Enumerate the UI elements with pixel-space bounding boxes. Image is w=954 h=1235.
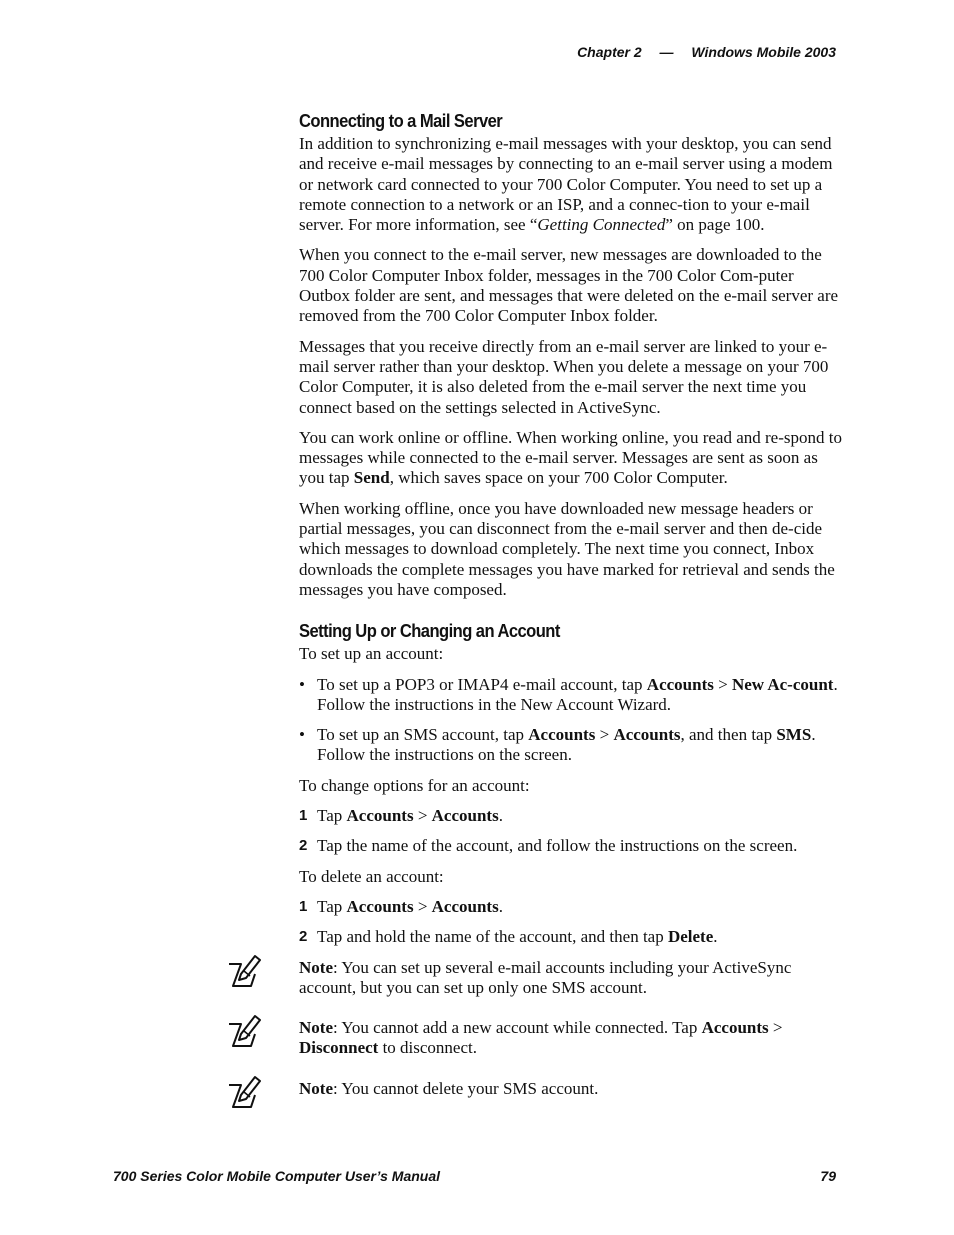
- page-footer: [113, 1168, 836, 1184]
- note-pencil-icon: [223, 950, 263, 990]
- text: , which saves space on your 700 Color Computer.: [389, 468, 728, 488]
- list-item: [299, 836, 844, 856]
- text: Tap: [317, 806, 347, 826]
- step-number: 1: [299, 897, 308, 915]
- running-header: [577, 44, 836, 60]
- text: : You can set up several e-mail accounts including your ActiveSync account, but you can set up only one SMS account.: [299, 957, 792, 997]
- text: >: [768, 1018, 783, 1038]
- text: To set up an SMS account, tap: [317, 725, 529, 745]
- note-text: [299, 958, 844, 999]
- text: Tap: [317, 896, 347, 916]
- ui-term: SMS: [776, 725, 812, 745]
- note-block: [299, 958, 844, 999]
- bullet-glyph: •: [299, 674, 305, 694]
- paragraph: [299, 134, 844, 235]
- list-item: [299, 675, 844, 716]
- ui-term: Accounts: [346, 896, 414, 916]
- text: >: [413, 806, 432, 826]
- note-label: Note: [299, 957, 333, 977]
- paragraph: Messages that you receive directly from an e-mail server are linked to your e-mail server rather than your desktop. When you delete a message on your 700 Color Computer, it is also deleted from the e-mail server the next time you connect based on the settings selected in ActiveSync.: [299, 336, 829, 417]
- ui-term: Delete: [667, 927, 714, 947]
- text: : You cannot delete your SMS account.: [332, 1078, 599, 1098]
- page-number: 79: [820, 1168, 836, 1184]
- note-pencil-icon: [223, 1010, 263, 1050]
- note-block: [299, 1018, 844, 1059]
- text: >: [413, 896, 432, 916]
- list-item: [299, 927, 844, 947]
- note-text: [299, 1079, 844, 1099]
- ui-term: Accounts: [431, 806, 499, 826]
- list-intro: To change options for an account:: [299, 775, 530, 795]
- ui-term: Accounts: [346, 806, 414, 826]
- text: ” on page 100.: [665, 215, 765, 235]
- paragraph: When you connect to the e-mail server, new messages are downloaded to the 700 Color Computer Inbox folder, messages in the 700 Color Com-puter Outbox folder are sent, and messages that were deleted on the e-mail server are removed from the 700 Color Computer Inbox folder.: [299, 245, 839, 326]
- ui-term: Accounts: [431, 896, 499, 916]
- note-label: Note: [299, 1078, 333, 1098]
- text: To set up a POP3 or IMAP4 e-mail account, tap: [317, 674, 647, 694]
- text: Tap the name of the account, and follow the instructions on the screen.: [317, 836, 798, 856]
- step-number: 2: [299, 837, 308, 855]
- ui-term: New Ac-count: [731, 674, 834, 694]
- text: In addition to synchronizing e-mail messages with your desktop, you can send and receive e-mail messages by connecting to an e-mail server using a modem or network card connected to your 700 Color Computer. You need to set up a remote connection to a network or an ISP, and a connec-tion to your e-mail server. For more information, see “: [299, 134, 833, 235]
- section-heading-account: Setting Up or Changing an Account: [299, 621, 560, 642]
- chapter-label: Chapter 2: [577, 44, 642, 60]
- note-text: [299, 1018, 844, 1059]
- list-intro: To set up an account:: [299, 644, 444, 664]
- ui-term: Accounts: [646, 674, 714, 694]
- page-content: [299, 108, 844, 1099]
- note-pencil-icon: [223, 1071, 263, 1111]
- list-item: [299, 725, 844, 766]
- paragraph: [299, 428, 844, 489]
- text: >: [713, 674, 732, 694]
- text: .: [498, 806, 503, 826]
- text: >: [595, 725, 614, 745]
- bullet-glyph: •: [299, 725, 305, 745]
- list-intro: To delete an account:: [299, 866, 444, 886]
- numbered-list: [299, 897, 844, 948]
- text: .: [498, 896, 503, 916]
- numbered-list: [299, 806, 844, 857]
- text: Tap and hold the name of the account, and then tap: [317, 927, 668, 947]
- note-label: Note: [299, 1018, 333, 1038]
- ui-term: Accounts: [613, 725, 681, 745]
- text: . Follow the instructions on the screen.: [317, 725, 816, 765]
- ui-term: Accounts: [528, 725, 596, 745]
- bullet-list: [299, 675, 844, 766]
- paragraph: When working offline, once you have downloaded new message headers or partial messages, you can disconnect from the e-mail server and then de-cide which messages to download completely. The next time you connect, Inbox downloads the complete messages you have marked for retrieval and sends the messages you have composed.: [299, 498, 835, 599]
- manual-title: 700 Series Color Mobile Computer User’s Manual: [113, 1168, 441, 1184]
- section-label: Windows Mobile 2003: [691, 44, 836, 60]
- list-item: [299, 897, 844, 917]
- ui-term: Disconnect: [299, 1038, 379, 1058]
- text: to disconnect.: [378, 1038, 477, 1058]
- section-heading-mail-server: Connecting to a Mail Server: [299, 111, 503, 131]
- step-number: 1: [299, 807, 308, 825]
- step-number: 2: [299, 928, 308, 946]
- text: .: [713, 927, 718, 947]
- cross-reference: Getting Connected: [537, 215, 666, 235]
- ui-term: Send: [353, 468, 390, 488]
- ui-term: Accounts: [701, 1018, 769, 1038]
- header-separator: —: [659, 44, 674, 60]
- note-block: [299, 1079, 844, 1099]
- text: You can work online or offline. When working online, you read and re-spond to messages while connected to the e-mail server. Messages are sent as soon as you tap: [299, 427, 842, 488]
- text: , and then tap: [680, 725, 777, 745]
- list-item: [299, 806, 844, 826]
- text: . Follow the instructions in the New Account Wizard.: [317, 674, 838, 714]
- text: : You cannot add a new account while connected. Tap: [332, 1018, 702, 1038]
